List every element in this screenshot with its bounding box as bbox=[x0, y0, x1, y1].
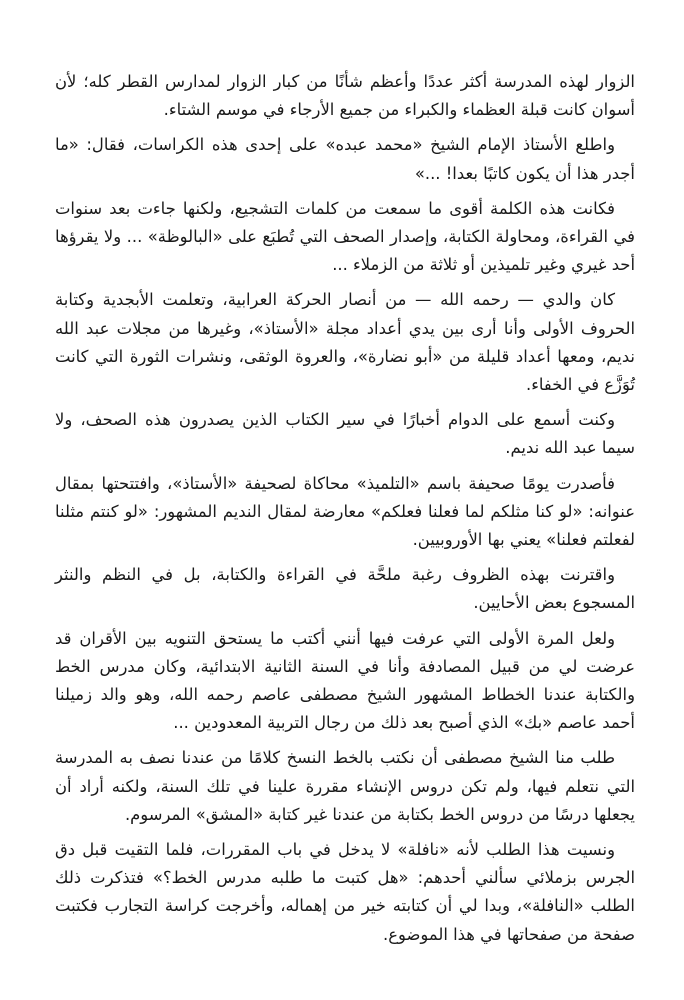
paragraph-2: واطلع الأستاذ الإمام الشيخ «محمد عبده» على إحدى هذه الكراسات، فقال: «ما أجدر هذا أن يكون كاتبًا بعدا! ...» bbox=[55, 135, 635, 183]
paragraph-4: كان والدي — رحمه الله — من أنصار الحركة العرابية، وتعلمت الأبجدية وكتابة الحروف الأولى وأنا أرى بين يدي أعداد مجلة «الأستاذ»، وغيرها من مجلات عبد الله نديم، ومعها أعداد قليلة من «أبو نضارة»، والعروة الوثقى، ونشرات الثورة التي كانت تُوَزَّع في الخفاء. bbox=[55, 290, 635, 395]
paragraph-1: الزوار لهذه المدرسة أكثر عددًا وأعظم شأنًا من كبار الزوار لمدارس القطر كله؛ لأن أسوان كانت قبلة العظماء والكبراء من جميع الأرجاء في موسم الشتاء. bbox=[55, 72, 635, 120]
paragraph-7: واقترنت بهذه الظروف رغبة ملحَّة في القراءة والكتابة، بل في النظم والنثر المسجوع بعض الأحايين. bbox=[55, 565, 635, 613]
document-page bbox=[55, 68, 635, 956]
paragraph-5: وكنت أسمع على الدوام أخبارًا في سير الكتاب الذين يصدرون هذه الصحف، ولا سيما عبد الله نديم. bbox=[55, 410, 635, 458]
paragraph-10: ونسيت هذا الطلب لأنه «نافلة» لا يدخل في باب المقررات، فلما التقيت قبل دق الجرس بزملائي سألني أحدهم: «هل كتبت ما طلبه مدرس الخط؟» فتذكرت ذلك الطلب «النافلة»، وبدا لي أن كتابته خير من إهماله، وأخرجت كراسة التجارب فكتبت صفحة من صفحاتها في هذا الموضوع. bbox=[55, 840, 635, 944]
paragraph-9: طلب منا الشيخ مصطفى أن نكتب بالخط النسخ كلامًا من عندنا نصف به المدرسة التي نتعلم فيها، ولم تكن دروس الإنشاء مقررة علينا في تلك السنة، ولكنه أراد أن يجعلها درسًا من دروس الخط بكتابة من عندنا غير كتابة «المشق» المرسوم. bbox=[55, 748, 635, 824]
paragraph-3: فكانت هذه الكلمة أقوى ما سمعت من كلمات التشجيع، ولكنها جاءت بعد سنوات في القراءة، ومحاولة الكتابة، وإصدار الصحف التي تُطبَع على «البالوظة» ... ولا يقرؤها أحد غيري وغير تلميذين أو ثلاثة من الزملاء ... bbox=[55, 198, 635, 275]
paragraph-8: ولعل المرة الأولى التي عرفت فيها أنني أكتب ما يستحق التنويه بين الأقران قد عرضت لي من قبيل المصادفة وأنا في السنة الثانية الابتدائية، وكان مدرس الخط والكتابة عندنا الخطاط المشهور الشيخ مصطفى عاصم رحمه الله، وهو والد زميلنا أحمد عاصم «بك» الذي أصبح بعد ذلك من رجال التربية المعدودين ... bbox=[55, 628, 635, 733]
paragraph-6: فأصدرت يومًا صحيفة باسم «التلميذ» محاكاة لصحيفة «الأستاذ»، وافتتحتها بمقال عنوانه: «لو كنا مثلكم لما فعلنا فعلكم» معارضة لمقال النديم المشهور: «لو كنتم مثلنا لفعلتم فعلنا» يعني بها الأوروبيين. bbox=[55, 473, 635, 550]
